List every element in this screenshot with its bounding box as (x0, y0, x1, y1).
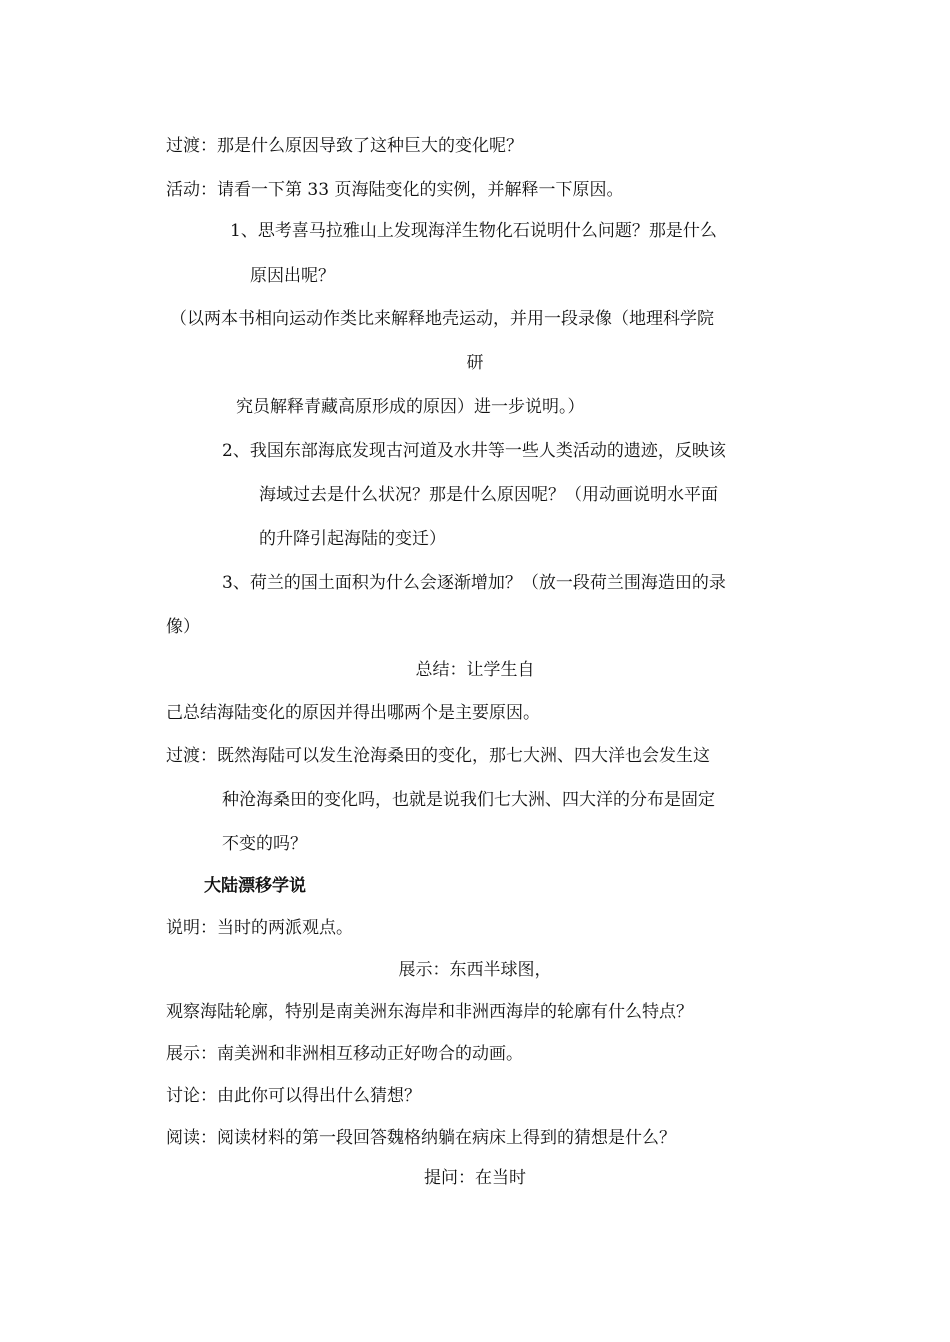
text-line: 讨论：由此你可以得出什么猜想？ (166, 1086, 421, 1106)
text-line: 像） (166, 617, 200, 637)
text-line: 说明：当时的两派观点。 (166, 918, 353, 938)
text-line: 研 (466, 353, 484, 373)
text-line: 1、思考喜马拉雅山上发现海洋生物化石说明什么问题？那是什么 (230, 221, 717, 241)
text-line: 己总结海陆变化的原因并得出哪两个是主要原因。 (166, 703, 540, 723)
text-line: 2、我国东部海底发现古河道及水井等一些人类活动的遗迹，反映该 (222, 441, 726, 461)
text-line: 3、荷兰的国土面积为什么会逐渐增加？（放一段荷兰围海造田的录 (222, 573, 726, 593)
text-line: 种沧海桑田的变化吗，也就是说我们七大洲、四大洋的分布是固定 (222, 790, 715, 810)
text-line: 阅读：阅读材料的第一段回答魏格纳躺在病床上得到的猜想是什么？ (166, 1128, 676, 1148)
text-line: 不变的吗？ (222, 834, 307, 854)
text-line: 过渡：那是什么原因导致了这种巨大的变化呢？ (166, 136, 523, 156)
text-line: 究员解释青藏高原形成的原因）进一步说明。） (236, 397, 585, 417)
text-line: （以两本书相向运动作类比来解释地壳运动，并用一段录像（地理科学院 (170, 309, 714, 329)
text-line: 展示：南美洲和非洲相互移动正好吻合的动画。 (166, 1044, 523, 1064)
text-line: 活动：请看一下第 33 页海陆变化的实例，并解释一下原因。 (166, 180, 624, 200)
section-heading: 大陆漂移学说 (204, 876, 306, 896)
text-line: 观察海陆轮廓，特别是南美洲东海岸和非洲西海岸的轮廓有什么特点？ (166, 1002, 693, 1022)
text-line: 过渡：既然海陆可以发生沧海桑田的变化，那七大洲、四大洋也会发生这 (166, 746, 710, 766)
text-line: 提问：在当时 (424, 1168, 526, 1188)
text-line: 展示：东西半球图， (398, 960, 552, 980)
text-line: 海域过去是什么状况？那是什么原因呢？（用动画说明水平面 (259, 485, 718, 505)
text-line: 总结：让学生自 (415, 660, 535, 680)
text-line: 原因出呢？ (250, 266, 335, 286)
text-line: 的升降引起海陆的变迁） (259, 529, 446, 549)
